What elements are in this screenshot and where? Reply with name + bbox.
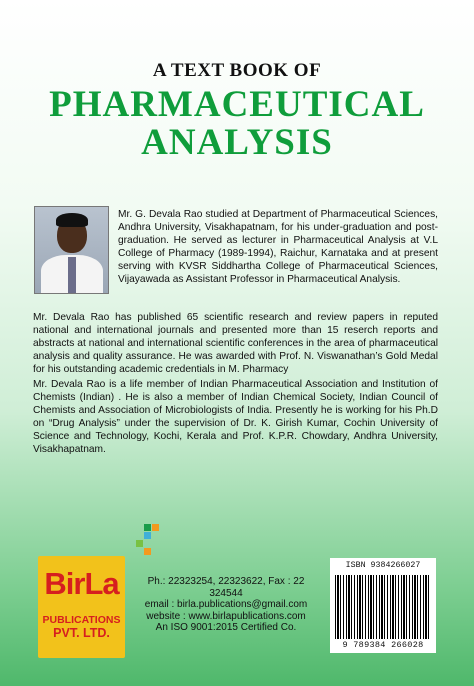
decorative-square-4 (136, 540, 143, 547)
author-bio-paragraph-3: Mr. Devala Rao is a life member of Indian Pharmaceutical Association and Institution of Chemists (Indian) . He is also a member of Indian Chemical Society, Indian Council of Chemists and Association of Microbiologists of India. Presently he is working for his Ph.D on “Drug Analysis” under the supervision of Dr. K. Girish Kumar, Cochin University of Science and Technology, Kochi, Kerala and Prof. K.P.R. Chowdary, Andhra University, Visakhapatnam. (33, 379, 438, 455)
isbn-label: ISBN 9384266027 (345, 561, 421, 570)
author-bio-paragraph-1: Mr. G. Devala Rao studied at Department of Pharmaceutical Sciences, Andhra University, Visakhapatnam, for his under-graduation and post-graduation. He served as lecturer in Pharmaceutical Analysis at V.L College of Pharmacy (1989-1994), Raichur, Karnataka and at present serving with KVSR Siddhartha College of Pharmaceutical Sciences, Vijayawada as Assistant Professor in Pharmaceutical Analysis. (118, 209, 438, 285)
publisher-website: website : www.birlapublications.com (146, 610, 306, 622)
author-photo (34, 206, 109, 294)
barcode-digits: 9 789384 266028 (342, 640, 424, 650)
decorative-square-5 (144, 548, 151, 555)
publisher-email: email : birla.publications@gmail.com (144, 599, 308, 610)
cover-subtitle: A TEXT BOOK OF (152, 60, 322, 81)
publisher-phone: Ph.: 22323254, 22323622, Fax : 22 324544 (147, 576, 305, 599)
cover-title-line1: PHARMACEUTICAL (49, 84, 425, 125)
decorative-square-1 (144, 524, 151, 531)
publisher-contact (137, 576, 315, 634)
publisher-iso: An ISO 9001:2015 Certified Co. (155, 622, 297, 633)
publisher-logo-line1: PUBLICATIONS (42, 614, 121, 626)
cover-title-line2: ANALYSIS (141, 122, 333, 163)
isbn-barcode (330, 558, 436, 653)
publisher-logo-line2: PVT. LTD. (53, 626, 110, 640)
author-hair (56, 213, 88, 227)
author-tie (68, 257, 76, 293)
decorative-square-2 (152, 524, 159, 531)
barcode-bars (335, 575, 431, 639)
decorative-square-3 (144, 532, 151, 539)
author-bio-paragraph-2: Mr. Devala Rao has published 65 scientific research and review papers in reputed national and international journals and presented more than 15 reserch reports and abstracts at national and international scientific conferences in the area of pharmaceutical analysis and quality assurance. He was awarded with Prof. N. Viswanathan’s Gold Medal for his outstanding academic credentials in M. Pharmacy (33, 312, 438, 375)
publisher-logo-name: BirLa (44, 566, 119, 601)
publisher-logo (38, 556, 125, 658)
